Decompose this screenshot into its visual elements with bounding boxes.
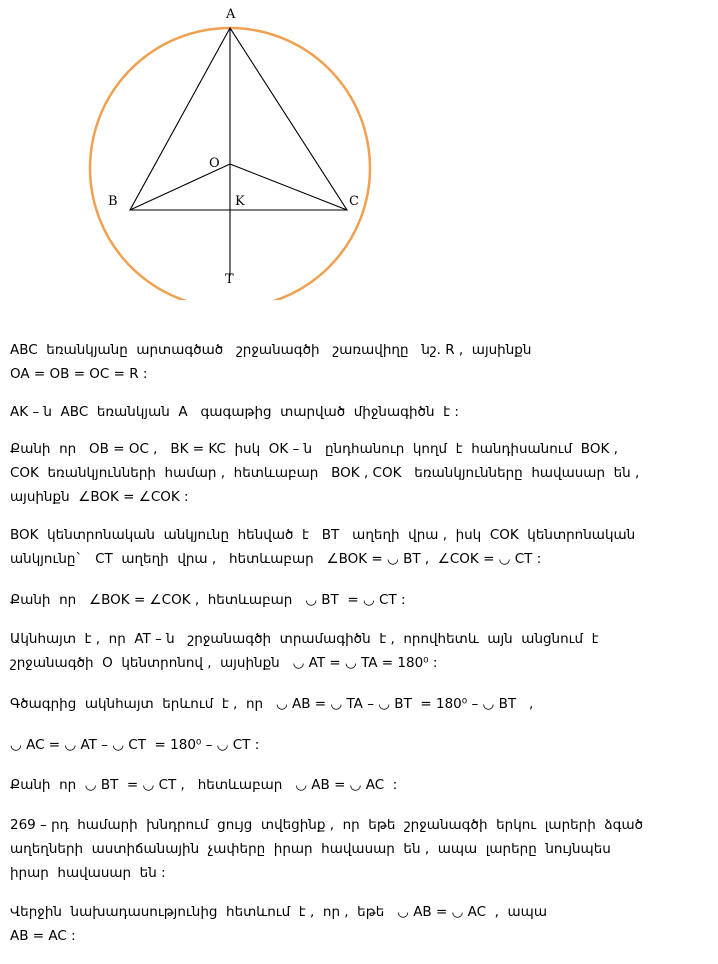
paragraph-equal-arcs <box>10 588 700 612</box>
label-b: B <box>108 194 118 209</box>
text-line: ABC եռանկյանը արտագծած շրջանագծի շառավիղը նշ. R , այսինքն <box>10 342 532 358</box>
text-line: OA = OB = OC = R : <box>10 366 148 382</box>
label-k: K <box>235 194 245 209</box>
paragraph-conclusion <box>10 900 700 948</box>
text-line: Գծագրից ակնհայտ երևում է , որ ◡ AB = ◡ TA – ◡ BT = 180⁰ – ◡ BT , <box>10 696 534 712</box>
text-line: աղեղների աստիճանային չափերը իրար հավասար են , ապա լարերը նույնպես <box>10 841 611 857</box>
text-line: Քանի որ ◡ BT = ◡ CT , հետևաբար ◡ AB = ◡ AC : <box>10 777 398 793</box>
label-a: A <box>226 7 236 22</box>
paragraph-arcs-equal <box>10 773 700 797</box>
paragraph-radius <box>10 338 700 386</box>
paragraph-theorem-269 <box>10 813 700 885</box>
text-line: Վերջին նախադասությունից հետևում է , որ , եթե ◡ AB = ◡ AC , ապա <box>10 904 547 920</box>
text-line: AK – ն ABC եռանկյան A գագաթից տարված միջնագիծն է : <box>10 404 459 420</box>
paragraph-median <box>10 400 700 424</box>
paragraph-arc-ab <box>10 692 700 716</box>
text-line: շրջանագծի O կենտրոնով , այսինքն ◡ AT = ◡ TA = 180⁰ : <box>10 655 438 671</box>
paragraph-congruent-triangles <box>10 437 700 509</box>
text-line: իրար հավասար են : <box>10 865 166 881</box>
text-line: այսինքն ∠BOK = ∠COK : <box>10 489 189 505</box>
text-line: Քանի որ OB = OC , BK = KC իսկ OK – ն ընդհանուր կողմ է հանդիսանում BOK , <box>10 441 618 457</box>
geometry-figure <box>0 0 718 300</box>
text-line: անկյունը` CT աղեղի վրա , հետևաբար ∠BOK = ◡ BT , ∠COK = ◡ CT : <box>10 551 542 567</box>
label-t: T <box>225 272 234 287</box>
text-line: Ակնհայտ է , որ AT – ն շրջանագծի տրամագիծն է , որովհետև այն անցնում է <box>10 631 599 647</box>
text-line: ◡ AC = ◡ AT – ◡ CT = 180⁰ – ◡ CT : <box>10 737 260 753</box>
text-line: COK եռանկյունների համար , հետևաբար BOK , COK եռանկյունները հավասար են , <box>10 465 640 481</box>
text-line: AB = AC : <box>10 928 76 944</box>
label-c: C <box>349 194 359 209</box>
label-o: O <box>209 156 220 171</box>
radius-oc <box>230 164 347 210</box>
paragraph-arc-ac <box>10 733 700 757</box>
text-line: BOK կենտրոնական անկյունը հենված է BT աղեղի վրա , իսկ COK կենտրոնական <box>10 527 636 543</box>
text-line: 269 – րդ համարի խնդրում ցույց տվեցինք , որ եթե շրջանագծի երկու լարերի ձգած <box>10 817 644 833</box>
text-line: Քանի որ ∠BOK = ∠COK , հետևաբար ◡ BT = ◡ CT : <box>10 592 406 608</box>
paragraph-diameter <box>10 627 700 675</box>
paragraph-central-angles <box>10 523 700 571</box>
